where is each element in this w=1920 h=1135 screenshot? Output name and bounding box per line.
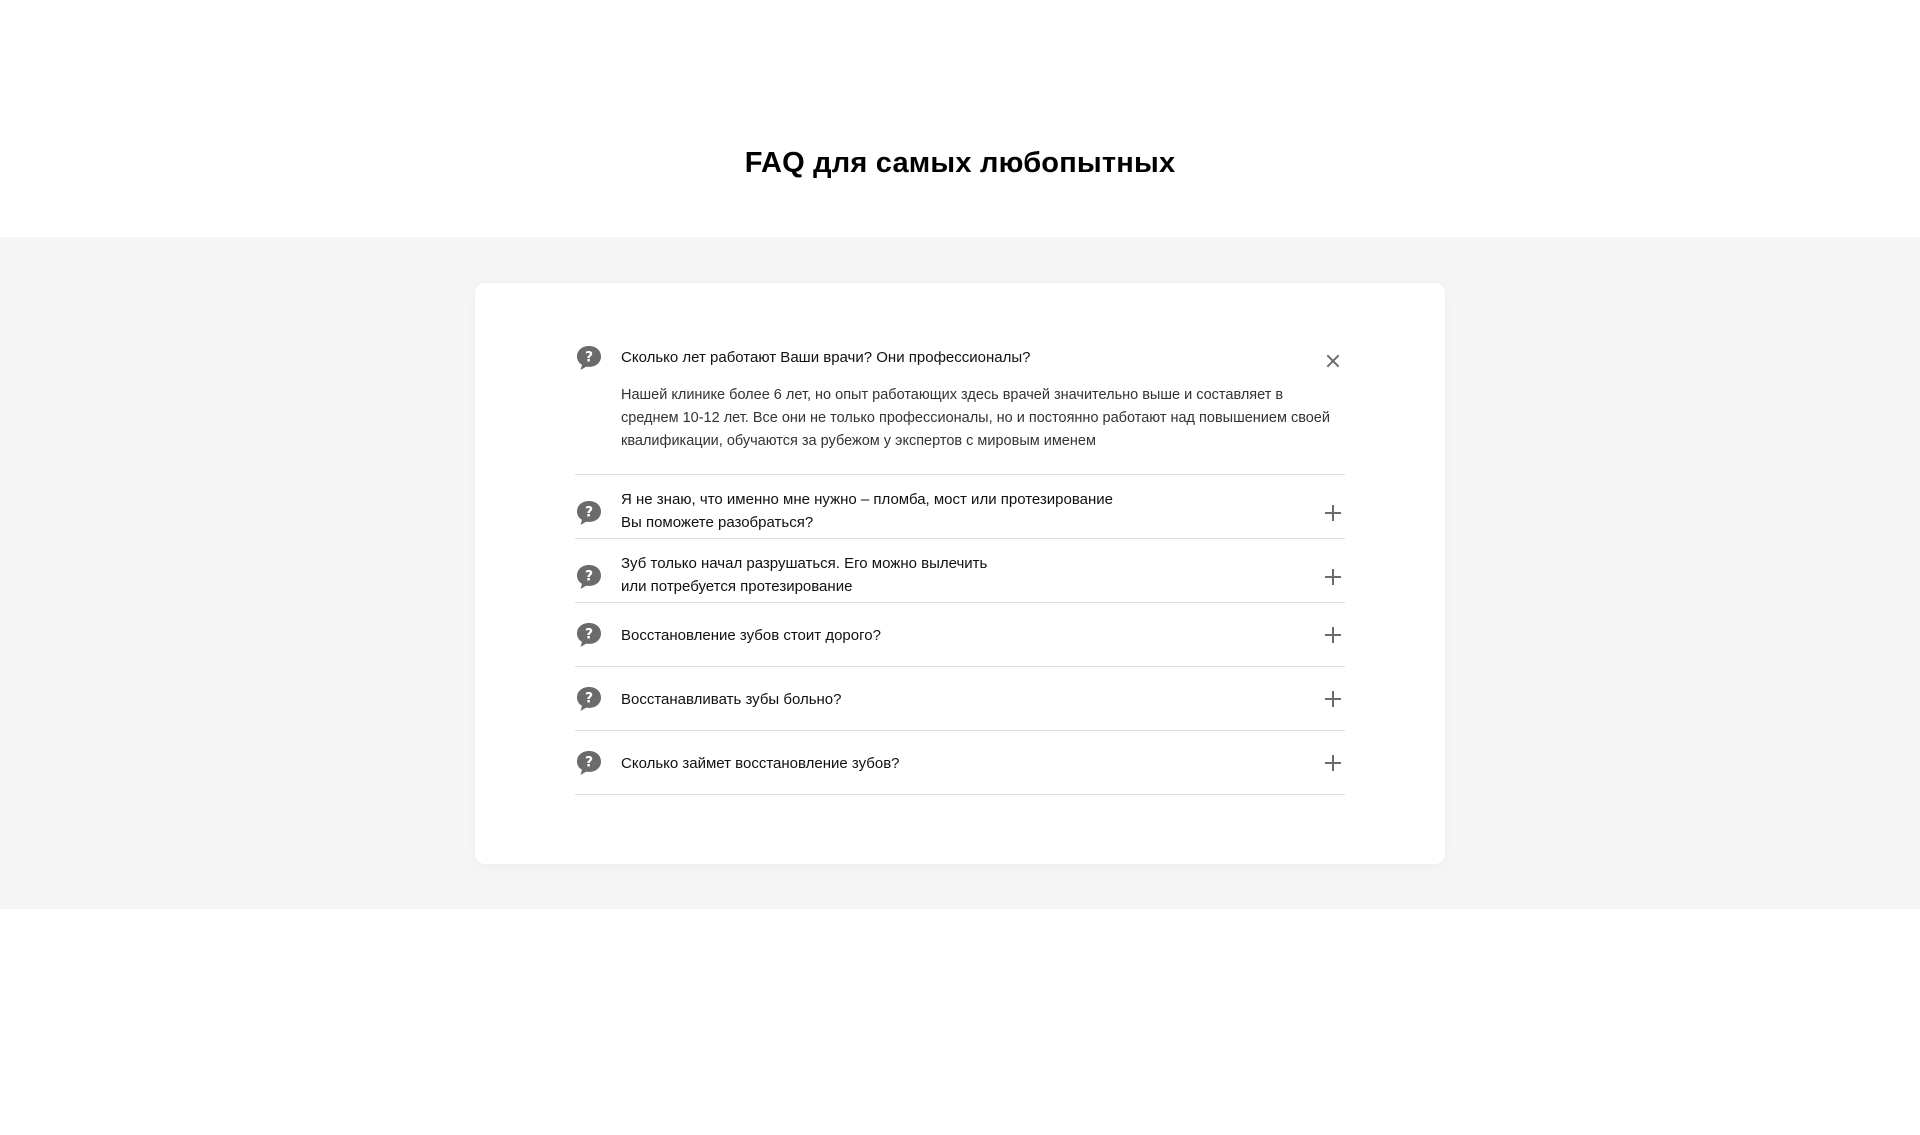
- plus-icon-stroke: [1332, 627, 1334, 643]
- svg-text:?: ?: [584, 754, 594, 771]
- close-icon[interactable]: [1321, 349, 1345, 373]
- faq-question[interactable]: Восстанавливать зубы больно?: [621, 691, 842, 708]
- faq-question[interactable]: Восстановление зубов стоит дорого?: [621, 627, 881, 644]
- plus-icon-stroke: [1332, 569, 1334, 585]
- faq-question[interactable]: Сколько займет восстановление зубов?: [621, 755, 900, 772]
- svg-text:?: ?: [584, 568, 594, 585]
- faq-item[interactable]: [575, 475, 1345, 539]
- question-bubble-icon: [575, 563, 603, 591]
- faq-question[interactable]: Я не знаю, что именно мне нужно – пломба, мост или протезирование Вы поможете разобраться?: [621, 491, 1114, 531]
- faq-item[interactable]: [575, 539, 1345, 603]
- svg-text:?: ?: [584, 349, 594, 366]
- faq-item[interactable]: [575, 330, 1345, 475]
- faq-answer: Нашей клинике более 6 лет, но опыт работающих здесь врачей значительно выше и составляет в среднем 10-12 лет. Все они не только профессионалы, но и постоянно работают над повышением своей квалификации, обучаются за рубежом у экспертов с мировым именем: [621, 387, 1330, 449]
- plus-icon-stroke: [1332, 755, 1334, 771]
- faq-item[interactable]: [575, 731, 1345, 795]
- question-bubble-icon: [575, 685, 603, 713]
- question-bubble-icon: [575, 499, 603, 527]
- plus-icon-stroke: [1332, 691, 1334, 707]
- plus-icon[interactable]: [1321, 623, 1345, 647]
- plus-icon[interactable]: [1321, 501, 1345, 525]
- svg-text:?: ?: [584, 690, 594, 707]
- plus-icon-stroke: [1332, 505, 1334, 521]
- plus-icon[interactable]: [1321, 751, 1345, 775]
- question-bubble-icon: [575, 749, 603, 777]
- faq-list: [575, 330, 1345, 795]
- heading-section: [0, 0, 1920, 237]
- svg-text:?: ?: [584, 504, 594, 521]
- svg-text:?: ?: [584, 626, 594, 643]
- plus-icon[interactable]: [1321, 687, 1345, 711]
- plus-icon[interactable]: [1321, 565, 1345, 589]
- faq-item[interactable]: [575, 667, 1345, 731]
- faq-item[interactable]: [575, 603, 1345, 667]
- question-bubble-icon: [575, 344, 603, 372]
- faq-question[interactable]: Сколько лет работают Ваши врачи? Они профессионалы?: [621, 349, 1031, 366]
- faq-question[interactable]: Зуб только начал разрушаться. Его можно вылечить или потребуется протезирование: [621, 555, 988, 595]
- page-title: FAQ для самых любопытных: [744, 147, 1176, 179]
- question-bubble-icon: [575, 621, 603, 649]
